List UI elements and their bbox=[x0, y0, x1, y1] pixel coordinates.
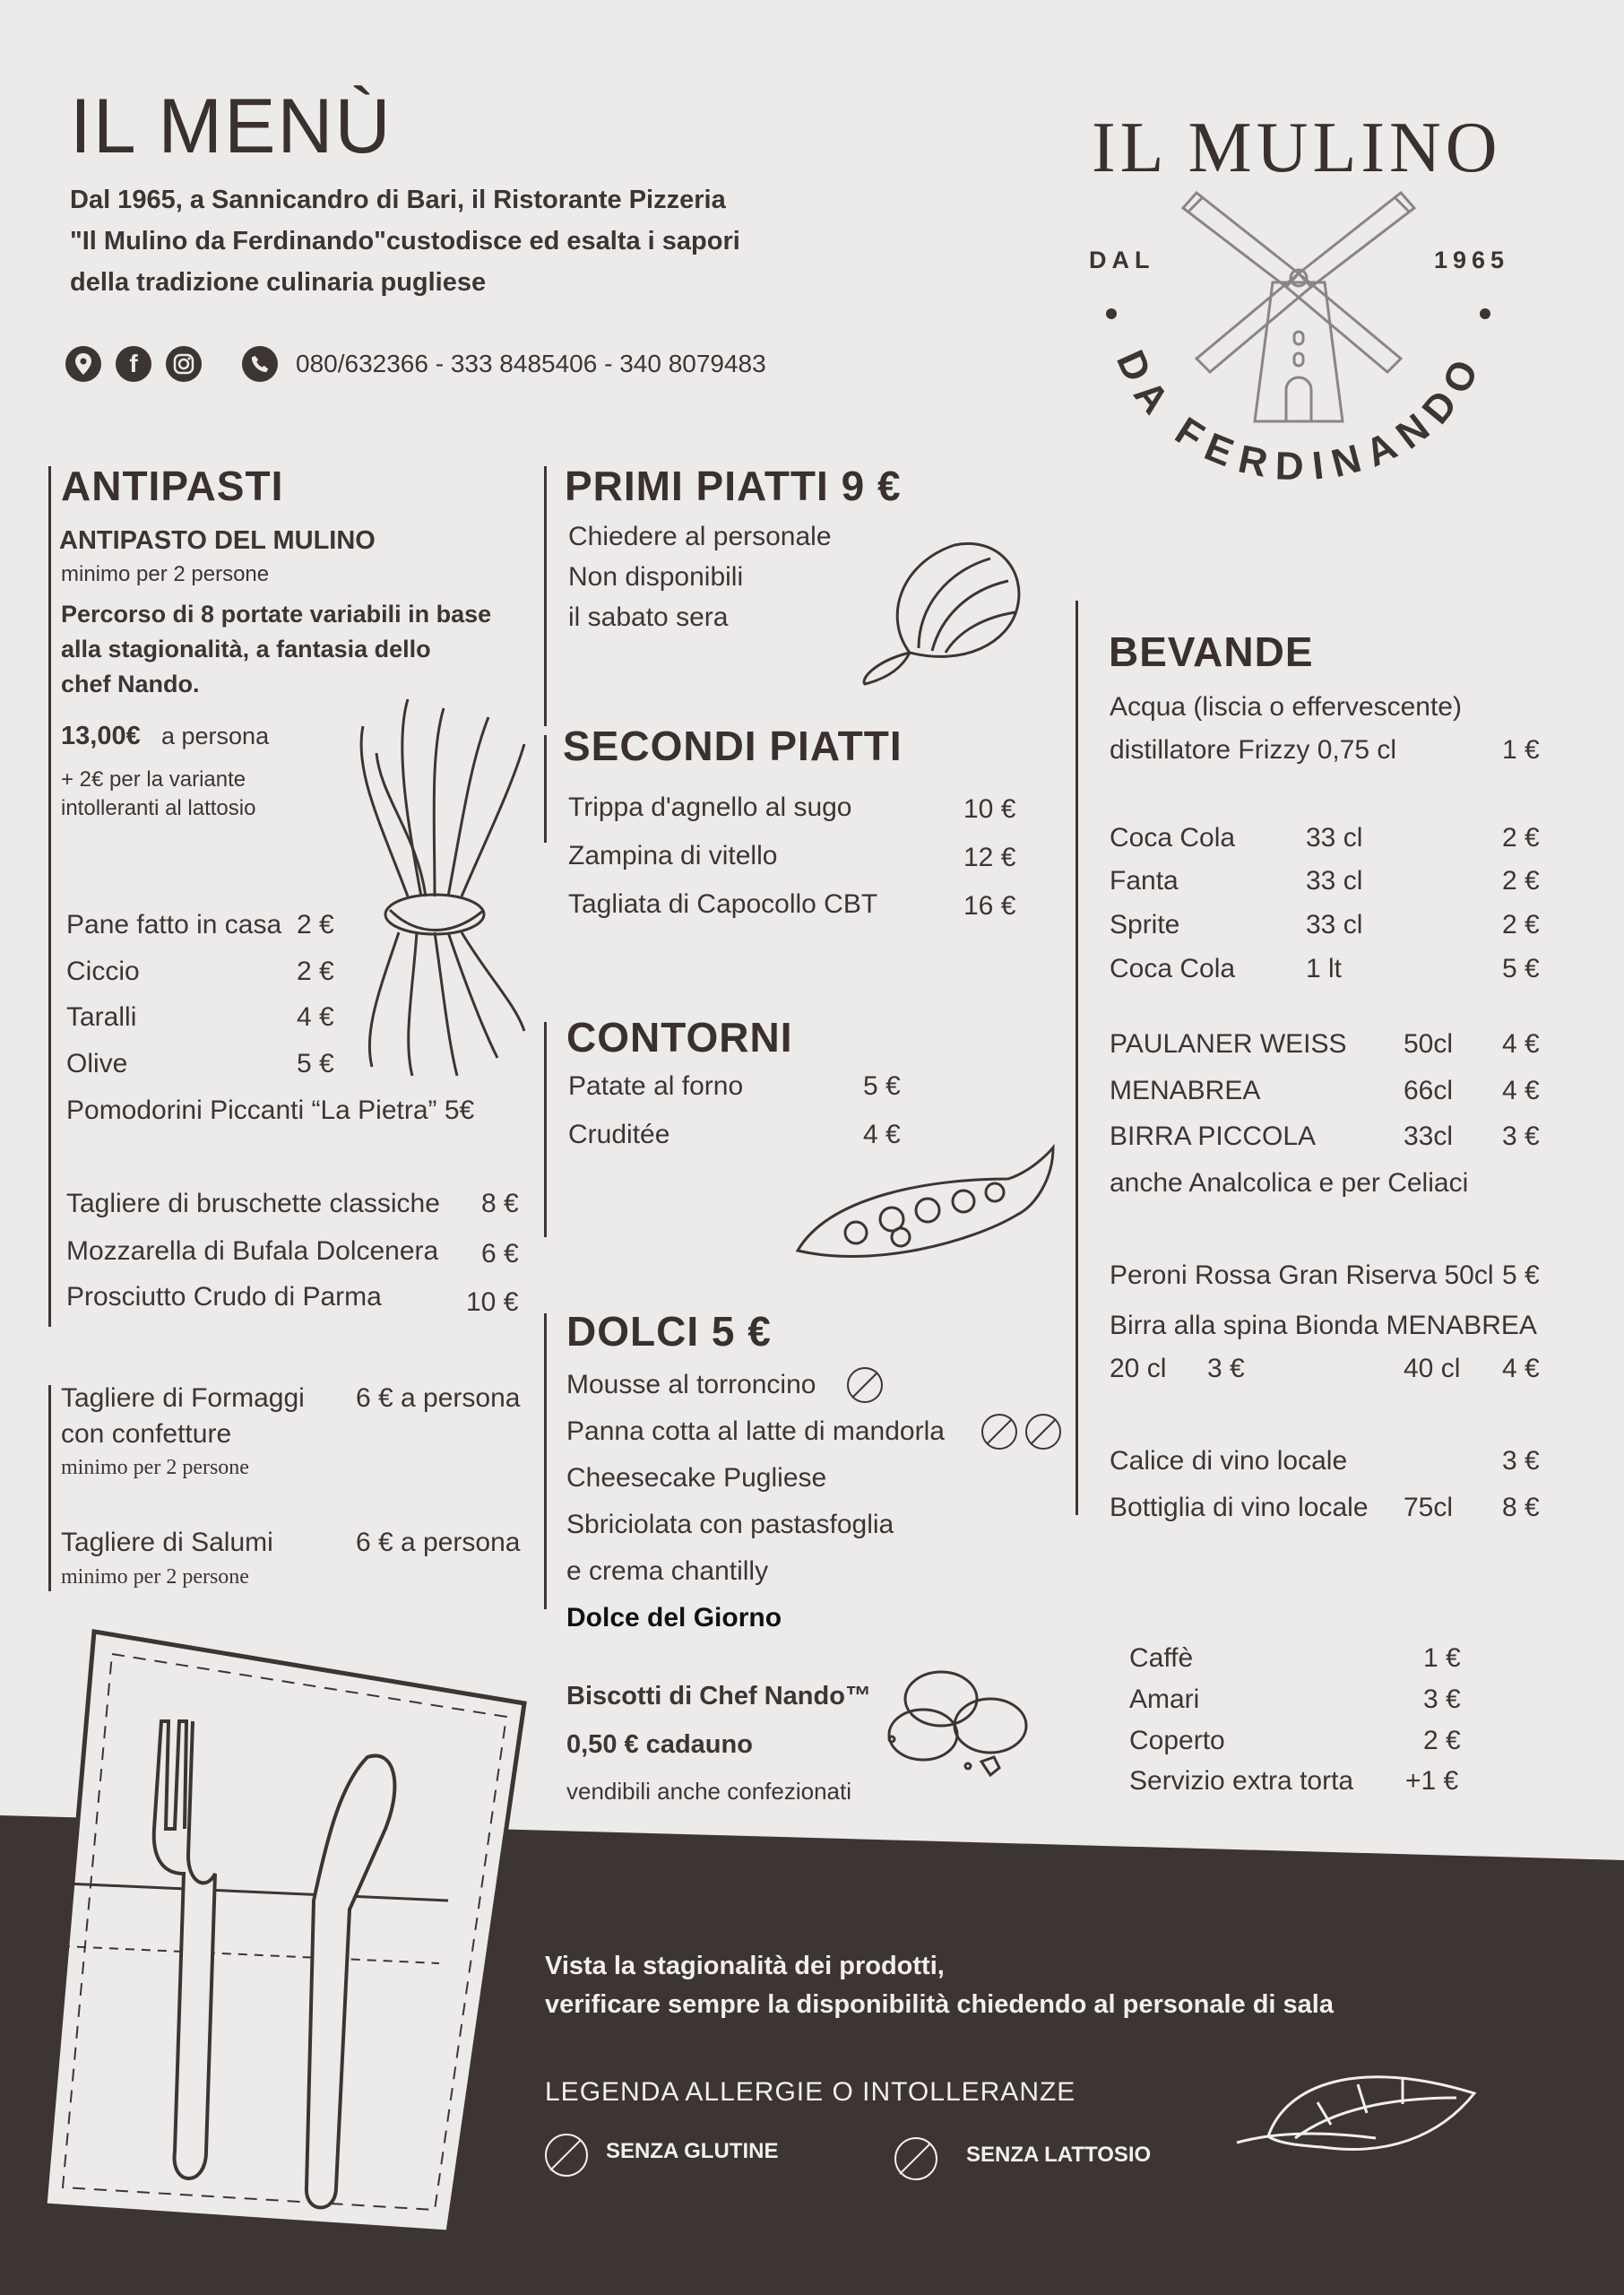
calice-price: 3 € bbox=[1502, 1446, 1540, 1476]
antipasto-mulino-min: minimo per 2 persone bbox=[61, 562, 270, 586]
contorni-item-1: Patate al forno bbox=[568, 1071, 744, 1101]
soft-3-price: 2 € bbox=[1502, 910, 1540, 940]
intro-line-2: "Il Mulino da Ferdinando"custodisce ed esalta i sapori bbox=[70, 227, 740, 255]
formaggi-name-2: con confetture bbox=[61, 1419, 232, 1449]
dolci-item-4: Sbriciolata con pastasfoglia bbox=[566, 1510, 894, 1539]
acqua-line-1: Acqua (liscia o effervescente) bbox=[1110, 692, 1462, 722]
mulino-note-2: intolleranti al lattosio bbox=[61, 796, 256, 820]
tagliere-1-price: 8 € bbox=[481, 1189, 519, 1218]
mulino-note-1: + 2€ per la variante bbox=[61, 767, 246, 792]
artichoke-illustration bbox=[856, 536, 1035, 688]
logo-dal: DAL bbox=[1089, 247, 1155, 273]
formaggi-price: 6 € a persona bbox=[356, 1383, 521, 1413]
location-icon[interactable] bbox=[65, 346, 101, 382]
antipasti-divider bbox=[48, 466, 51, 1327]
footer-note-2: verificare sempre la disponibilità chiedendo al personale di sala bbox=[545, 1990, 1334, 2019]
page-title: IL MENÙ bbox=[70, 83, 393, 169]
contorni-item-2: Cruditée bbox=[568, 1120, 670, 1149]
soft-1-size: 33 cl bbox=[1306, 823, 1363, 853]
legend-title: LEGENDA ALLERGIE O INTOLLERANZE bbox=[545, 2077, 1076, 2107]
birra-2-price: 4 € bbox=[1502, 1076, 1540, 1105]
contorni-divider bbox=[544, 1022, 547, 1237]
soft-4-size: 1 lt bbox=[1306, 954, 1343, 983]
spina-name: Birra alla spina Bionda MENABREA bbox=[1110, 1311, 1537, 1340]
secondi-price-2: 12 € bbox=[963, 843, 1016, 872]
birra-1-price: 4 € bbox=[1502, 1029, 1540, 1059]
dolci-title: DOLCI 5 € bbox=[566, 1308, 772, 1355]
dolci-divider bbox=[544, 1313, 547, 1609]
spina-b-price: 4 € bbox=[1502, 1354, 1540, 1383]
extra-3-name: Coperto bbox=[1129, 1726, 1225, 1755]
spina-b-size: 40 cl bbox=[1404, 1354, 1461, 1383]
dolci-item-3: Cheesecake Pugliese bbox=[566, 1463, 827, 1493]
biscotti-note: vendibili anche confezionati bbox=[566, 1778, 851, 1805]
bevande-title: BEVANDE bbox=[1109, 628, 1314, 675]
intro-line-3: della tradizione culinaria pugliese bbox=[70, 268, 487, 297]
soft-1-price: 2 € bbox=[1502, 823, 1540, 853]
logo bbox=[1058, 99, 1542, 511]
tagliere-2-price: 6 € bbox=[481, 1239, 519, 1269]
tagliere-2: Mozzarella di Bufala Dolcenera bbox=[66, 1236, 439, 1266]
peroni-name: Peroni Rossa Gran Riserva 50cl bbox=[1110, 1260, 1494, 1290]
antipasti-item-2: Ciccio bbox=[66, 957, 140, 986]
soft-2-size: 33 cl bbox=[1306, 866, 1363, 896]
salumi-min: minimo per 2 persone bbox=[61, 1565, 249, 1589]
secondi-price-3: 16 € bbox=[963, 891, 1016, 921]
birra-1-name: PAULANER WEISS bbox=[1110, 1029, 1347, 1059]
antipasti-price-3: 4 € bbox=[297, 1002, 334, 1032]
mulino-desc-3: chef Nando. bbox=[61, 671, 200, 697]
legend-glutine: SENZA GLUTINE bbox=[606, 2139, 779, 2163]
contorni-price-2: 4 € bbox=[863, 1120, 901, 1149]
extra-2-price: 3 € bbox=[1423, 1684, 1461, 1714]
primi-line-3: il sabato sera bbox=[568, 602, 729, 632]
birra-3-name: BIRRA PICCOLA bbox=[1110, 1122, 1317, 1151]
birra-1-size: 50cl bbox=[1404, 1029, 1454, 1059]
primi-title: PRIMI PIATTI 9 € bbox=[565, 463, 902, 509]
secondi-item-1: Trippa d'agnello al sugo bbox=[568, 792, 852, 822]
antipasti-item-3: Taralli bbox=[66, 1002, 137, 1032]
green-beans-illustration bbox=[345, 690, 542, 1085]
dolci-item-1: Mousse al torroncino bbox=[566, 1370, 816, 1399]
primi-divider bbox=[544, 466, 547, 726]
contorni-price-1: 5 € bbox=[863, 1071, 901, 1101]
mulino-unit: a persona bbox=[161, 723, 270, 749]
acqua-price: 1 € bbox=[1502, 735, 1540, 765]
extra-2-name: Amari bbox=[1129, 1684, 1200, 1714]
footer-note-1: Vista la stagionalità dei prodotti, bbox=[545, 1952, 945, 1980]
soft-4-name: Coca Cola bbox=[1110, 954, 1236, 983]
calice-name: Calice di vino locale bbox=[1110, 1446, 1348, 1476]
spina-a-price: 3 € bbox=[1207, 1354, 1245, 1383]
dolci-item-5: e crema chantilly bbox=[566, 1556, 769, 1586]
bottiglia-price: 8 € bbox=[1502, 1493, 1540, 1522]
antipasti-price-4: 5 € bbox=[297, 1049, 334, 1078]
formaggi-min: minimo per 2 persone bbox=[61, 1456, 249, 1479]
dolce-giorno: Dolce del Giorno bbox=[566, 1603, 782, 1632]
antipasti-price-1: 2 € bbox=[297, 910, 334, 940]
birra-3-size: 33cl bbox=[1404, 1122, 1454, 1151]
secondi-item-3: Tagliata di Capocollo CBT bbox=[568, 889, 878, 919]
lactose-free-legend-icon bbox=[894, 2137, 937, 2180]
lactose-free-icon bbox=[847, 1367, 883, 1403]
biscotti-name: Biscotti di Chef Nando™ bbox=[566, 1682, 871, 1710]
lactose-free-icon bbox=[1025, 1414, 1061, 1450]
legend-lattosio: SENZA LATTOSIO bbox=[966, 2143, 1152, 2167]
svg-text:DA FERDINANDO bbox=[1108, 344, 1491, 489]
spina-a-size: 20 cl bbox=[1110, 1354, 1167, 1383]
extra-4-price: +1 € bbox=[1405, 1766, 1459, 1796]
bottiglia-name: Bottiglia di vino locale bbox=[1110, 1493, 1369, 1522]
birra-2-size: 66cl bbox=[1404, 1076, 1454, 1105]
soft-2-name: Fanta bbox=[1110, 866, 1179, 896]
acqua-line-2: distillatore Frizzy 0,75 cl bbox=[1110, 735, 1397, 765]
mulino-desc-2: alla stagionalità, a fantasia dello bbox=[61, 636, 431, 663]
tagliere-1: Tagliere di bruschette classiche bbox=[66, 1189, 440, 1218]
biscuits-illustration bbox=[883, 1663, 1044, 1780]
mulino-price: 13,00€ bbox=[61, 722, 141, 750]
logo-name: IL MULINO bbox=[1092, 108, 1502, 187]
dolci-item-2: Panna cotta al latte di mandorla bbox=[566, 1416, 945, 1446]
gluten-free-icon bbox=[981, 1414, 1017, 1450]
salumi-name: Tagliere di Salumi bbox=[61, 1528, 273, 1557]
secondi-price-1: 10 € bbox=[963, 794, 1016, 824]
facebook-icon[interactable]: f bbox=[116, 346, 151, 382]
secondi-title: SECONDI PIATTI bbox=[563, 723, 903, 769]
formaggi-name: Tagliere di Formaggi bbox=[61, 1383, 305, 1413]
birra-2-name: MENABREA bbox=[1110, 1076, 1261, 1105]
phone-numbers[interactable]: 080/632366 - 333 8485406 - 340 8079483 bbox=[296, 350, 766, 377]
phone-icon[interactable] bbox=[242, 346, 278, 382]
peroni-price: 5 € bbox=[1502, 1260, 1540, 1290]
antipasti-price-2: 2 € bbox=[297, 957, 334, 986]
antipasti-item-5: Pomodorini Piccanti “La Pietra” 5€ bbox=[66, 1096, 475, 1125]
secondi-item-2: Zampina di vitello bbox=[568, 841, 778, 870]
tagliere-3: Prosciutto Crudo di Parma bbox=[66, 1282, 382, 1312]
basil-leaf-illustration bbox=[1232, 2057, 1483, 2165]
logo-year: 1965 bbox=[1434, 247, 1510, 273]
primi-line-1: Chiedere al personale bbox=[568, 522, 832, 551]
logo-subtitle: DA FERDINANDO bbox=[1107, 343, 1492, 489]
pea-pod-illustration bbox=[793, 1143, 1062, 1269]
extra-3-price: 2 € bbox=[1423, 1726, 1461, 1755]
primi-line-2: Non disponibili bbox=[568, 562, 744, 592]
soft-2-price: 2 € bbox=[1502, 866, 1540, 896]
logo-subtitle-arc bbox=[1058, 99, 1542, 511]
birra-3-price: 3 € bbox=[1502, 1122, 1540, 1151]
soft-1-name: Coca Cola bbox=[1110, 823, 1236, 853]
celiaci-note: anche Analcolica e per Celiaci bbox=[1110, 1168, 1469, 1198]
antipasti-item-1: Pane fatto in casa bbox=[66, 910, 282, 940]
antipasto-mulino-name: ANTIPASTO DEL MULINO bbox=[59, 526, 376, 555]
secondi-divider bbox=[544, 735, 547, 843]
soft-3-name: Sprite bbox=[1110, 910, 1180, 940]
soft-3-size: 33 cl bbox=[1306, 910, 1363, 940]
taglieri-divider bbox=[48, 1385, 51, 1591]
napkin-cutlery-illustration bbox=[27, 1614, 547, 2295]
instagram-icon[interactable] bbox=[166, 346, 202, 382]
intro-line-1: Dal 1965, a Sannicandro di Bari, il Ristorante Pizzeria bbox=[70, 186, 726, 214]
extra-4-name: Servizio extra torta bbox=[1129, 1766, 1354, 1796]
extra-1-name: Caffè bbox=[1129, 1643, 1194, 1673]
biscotti-price: 0,50 € cadauno bbox=[566, 1730, 753, 1759]
mulino-desc-1: Percorso di 8 portate variabili in base bbox=[61, 601, 492, 628]
gluten-free-legend-icon bbox=[545, 2134, 588, 2177]
antipasti-item-4: Olive bbox=[66, 1049, 128, 1078]
salumi-price: 6 € a persona bbox=[356, 1528, 521, 1557]
bottiglia-size: 75cl bbox=[1404, 1493, 1454, 1522]
contorni-title: CONTORNI bbox=[566, 1014, 793, 1061]
bevande-divider bbox=[1075, 601, 1078, 1515]
antipasti-title: ANTIPASTI bbox=[61, 463, 284, 509]
extra-1-price: 1 € bbox=[1423, 1643, 1461, 1673]
tagliere-3-price: 10 € bbox=[466, 1287, 519, 1317]
soft-4-price: 5 € bbox=[1502, 954, 1540, 983]
